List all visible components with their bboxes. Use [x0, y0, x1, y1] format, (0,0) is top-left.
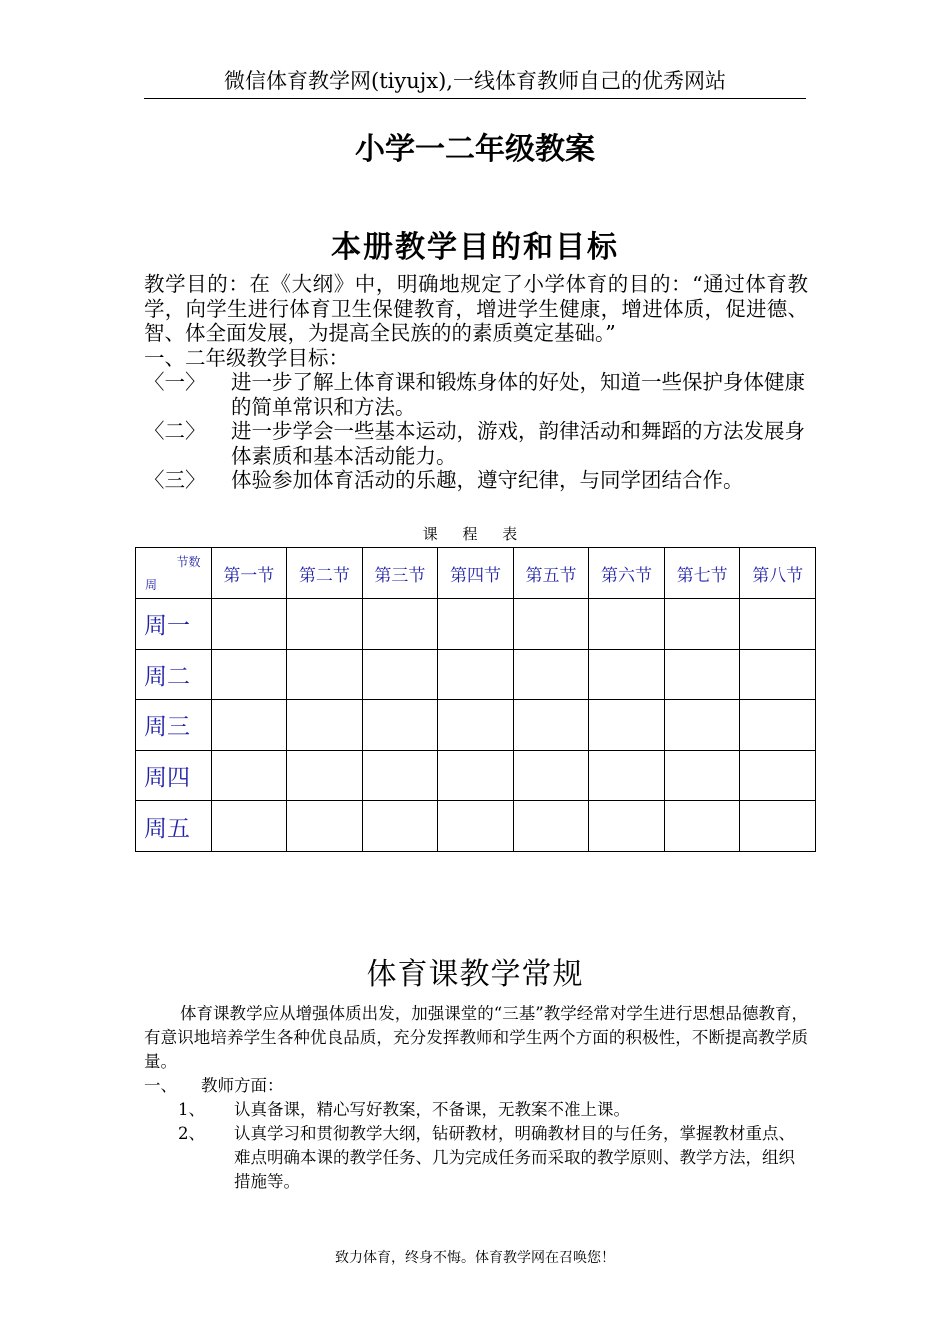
goal-item [144, 468, 808, 493]
schedule-cell [664, 801, 740, 852]
schedule-table [135, 547, 816, 852]
schedule-cell [589, 599, 665, 650]
goal-text: 进一步学会一些基本运动，游戏，韵律活动和舞蹈的方法发展身体素质和基本活动能力。 [231, 419, 805, 468]
goals-heading: 一、二年级教学目标： [144, 345, 349, 370]
page-footer: 致力体育，终身不悔。体育教学网在召唤您！ [335, 1250, 615, 1266]
teaching-purpose: 教学目的：在《大纲》中，明确地规定了小学体育的目的：“通过体育教学，向学生进行体育卫生保健教育，增进学生健康，增进体质，促进德、智、体全面发展，为提高全民族的的素质奠定基础。” [144, 272, 808, 345]
schedule-header-row [136, 548, 816, 599]
schedule-cell [287, 599, 363, 650]
schedule-cell [211, 801, 287, 852]
document-title: 小学一二年级教案 [355, 132, 595, 167]
weekday-label: 周四 [136, 750, 212, 801]
corner-cell [136, 548, 212, 599]
item-number: 1、 [178, 1100, 205, 1119]
teacher-heading [144, 1074, 808, 1098]
goal-number: 〈二〉 [144, 419, 206, 443]
goal-item [144, 419, 808, 468]
routine-section [144, 1002, 808, 1194]
schedule-row [136, 700, 816, 751]
schedule-cell [740, 649, 816, 700]
schedule-row [136, 801, 816, 852]
schedule-cell [664, 649, 740, 700]
goal-item [144, 370, 808, 419]
schedule-cell [287, 700, 363, 751]
period-header: 第四节 [438, 548, 514, 599]
list-item [144, 1122, 808, 1194]
routine-intro: 体育课教学应从增强体质出发，加强课堂的“三基”教学经常对学生进行思想品德教育，有意识地培养学生各种优良品质，充分发挥教师和学生两个方面的积极性，不断提高教学质量。 [144, 1004, 808, 1071]
heading-number: 一、 [144, 1076, 177, 1095]
schedule-cell [513, 750, 589, 801]
schedule-cell [438, 700, 514, 751]
schedule-cell [362, 750, 438, 801]
weekday-label: 周三 [136, 700, 212, 751]
schedule-row [136, 599, 816, 650]
period-header: 第一节 [211, 548, 287, 599]
schedule-cell [740, 801, 816, 852]
schedule-cell [438, 750, 514, 801]
weekday-label: 周二 [136, 649, 212, 700]
schedule-cell [438, 801, 514, 852]
schedule-cell [211, 750, 287, 801]
schedule-cell [211, 649, 287, 700]
goal-text: 进一步了解上体育课和锻炼身体的好处，知道一些保护身体健康的简单常识和方法。 [231, 370, 805, 419]
period-header: 第八节 [740, 548, 816, 599]
schedule-cell [362, 649, 438, 700]
period-header: 第六节 [589, 548, 665, 599]
schedule-cell [589, 700, 665, 751]
goal-text: 体验参加体育活动的乐趣，遵守纪律，与同学团结合作。 [231, 468, 744, 492]
schedule-row [136, 649, 816, 700]
period-header: 第三节 [362, 548, 438, 599]
schedule-row [136, 750, 816, 801]
schedule-cell [362, 700, 438, 751]
schedule-cell [664, 599, 740, 650]
schedule-cell [513, 649, 589, 700]
weekday-label: 周五 [136, 801, 212, 852]
schedule-cell [211, 700, 287, 751]
period-header: 第七节 [664, 548, 740, 599]
corner-label-periods: 节数 [176, 555, 201, 569]
schedule-cell [362, 599, 438, 650]
schedule-cell [740, 700, 816, 751]
item-text: 认真备课，精心写好教案，不备课，无教案不准上课。 [234, 1100, 630, 1119]
schedule-cell [438, 599, 514, 650]
page-header: 微信体育教学网(tiyujx),一线体育教师自己的优秀网站 [144, 66, 806, 99]
section-title-objectives: 本册教学目的和目标 [331, 230, 619, 265]
list-item [144, 1098, 808, 1122]
schedule-cell [513, 801, 589, 852]
item-text: 认真学习和贯彻教学大纲，钻研教材，明确教材目的与任务，掌握教材重点、难点明确本课的教学任务、几为完成任务而采取的教学原则、教学方法，组织措施等。 [234, 1124, 795, 1191]
schedule-cell [589, 750, 665, 801]
item-number: 2、 [178, 1124, 205, 1143]
schedule-cell [211, 599, 287, 650]
schedule-cell [740, 750, 816, 801]
schedule-cell [664, 700, 740, 751]
schedule-cell [287, 801, 363, 852]
schedule-cell [513, 700, 589, 751]
schedule-cell [362, 801, 438, 852]
period-header: 第二节 [287, 548, 363, 599]
schedule-cell [589, 649, 665, 700]
schedule-cell [740, 599, 816, 650]
schedule-cell [513, 599, 589, 650]
heading-text: 教师方面： [201, 1076, 284, 1095]
schedule-cell [438, 649, 514, 700]
goal-number: 〈三〉 [144, 468, 206, 492]
weekday-label: 周一 [136, 599, 212, 650]
schedule-cell [589, 801, 665, 852]
schedule-cell [287, 750, 363, 801]
schedule-caption: 课 程 表 [422, 525, 528, 543]
schedule-cell [287, 649, 363, 700]
objectives-section [144, 272, 808, 493]
period-header: 第五节 [513, 548, 589, 599]
schedule-cell [664, 750, 740, 801]
section-title-routine: 体育课教学常规 [366, 957, 584, 992]
goal-number: 〈一〉 [144, 370, 206, 394]
corner-label-week: 周 [145, 578, 158, 592]
